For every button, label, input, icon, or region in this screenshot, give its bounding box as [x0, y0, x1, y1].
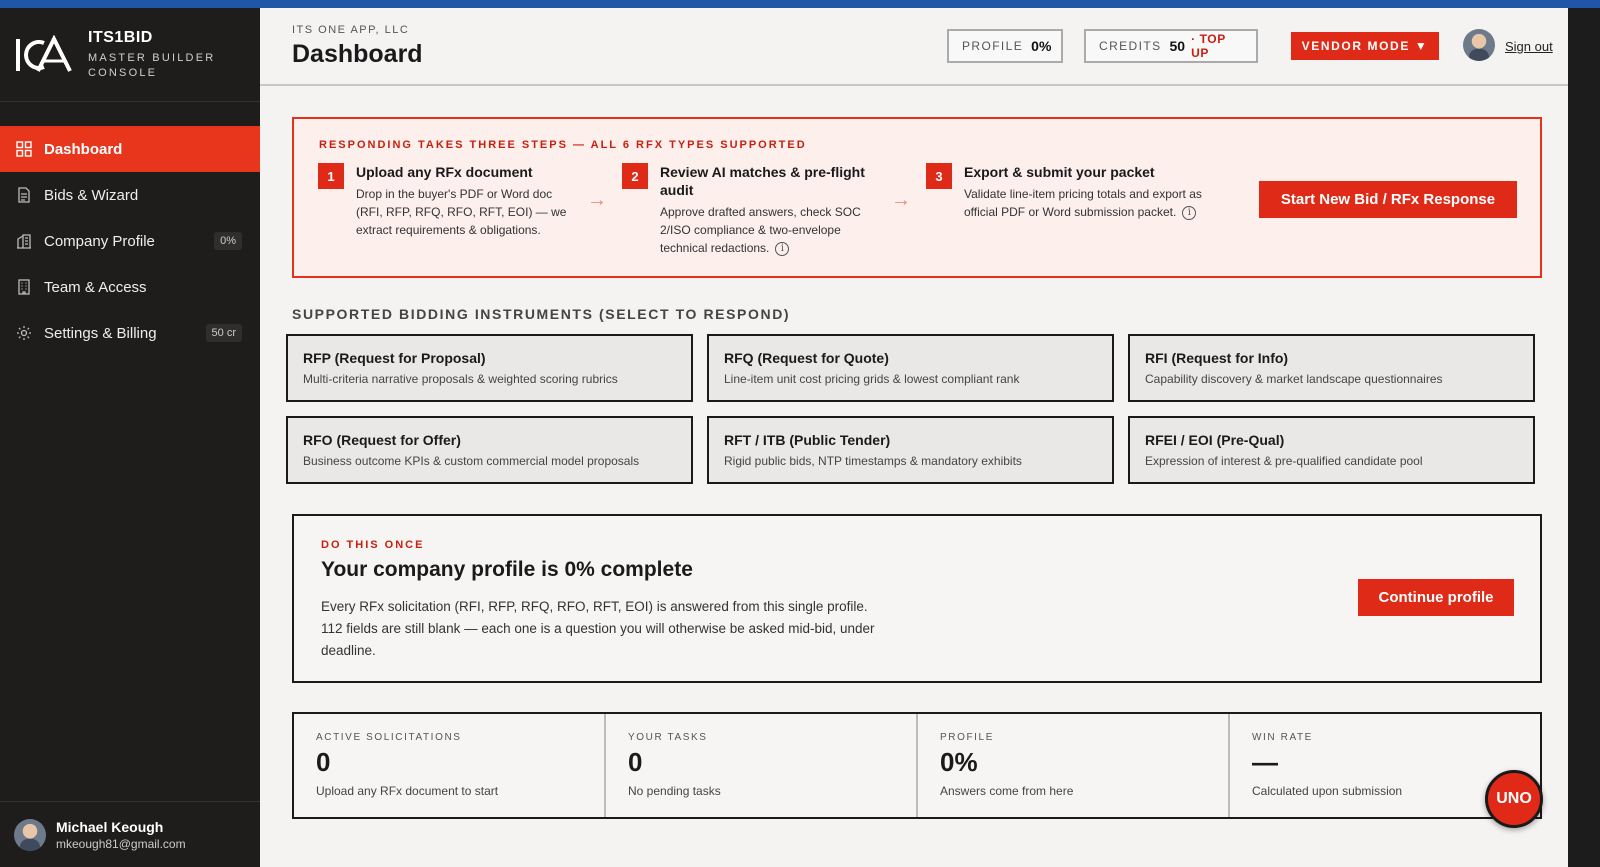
- sign-out-link[interactable]: Sign out: [1505, 39, 1553, 54]
- building-icon: [15, 232, 33, 250]
- gear-icon: [15, 324, 33, 342]
- header-avatar[interactable]: [1463, 29, 1495, 61]
- stat-label: PROFILE: [940, 732, 994, 743]
- sidebar-item-label: Bids & Wizard: [44, 186, 139, 204]
- step-3: [926, 163, 1216, 221]
- card-title: RFO (Request for Offer): [303, 432, 461, 448]
- step-number: 2: [622, 163, 648, 189]
- stat-note: Upload any RFx document to start: [316, 784, 499, 798]
- arrow-right-icon: →: [891, 189, 911, 211]
- card-title: RFI (Request for Info): [1145, 350, 1289, 366]
- uno-assistant-button[interactable]: UNO: [1485, 770, 1543, 828]
- stat-profile: [918, 714, 1230, 817]
- step-description-wrap: [964, 185, 1216, 221]
- instrument-card-rfo[interactable]: [286, 416, 693, 484]
- stat-label: ACTIVE SOLICITATIONS: [316, 732, 462, 743]
- profile-description: Every RFx solicitation (RFI, RFP, RFQ, RFO, RFT, EOI) is answered from this single profile. 112 fields are still blank — each one is a question you will otherwise be asked mid-bid, under deadline.: [321, 599, 875, 658]
- card-title: RFP (Request for Proposal): [303, 350, 486, 366]
- stat-note: No pending tasks: [628, 784, 721, 798]
- profile-pill-label: PROFILE: [962, 39, 1024, 53]
- step-title: Export & submit your packet: [964, 164, 1155, 180]
- sidebar-item-settings-billing[interactable]: [0, 310, 260, 356]
- step-number: 1: [318, 163, 344, 189]
- sidebar-item-company-profile[interactable]: [0, 218, 260, 264]
- card-description: Business outcome KPIs & custom commercial model proposals: [303, 454, 640, 468]
- ica-logo-icon: [14, 35, 74, 75]
- grid-icon: [15, 140, 33, 158]
- credits-badge: 50 cr: [206, 324, 242, 342]
- stat-value: 0%: [940, 747, 978, 777]
- profile-pill[interactable]: [947, 29, 1063, 63]
- vendor-mode-dropdown[interactable]: VENDOR MODE ▼: [1291, 32, 1439, 60]
- step-description: Drop in the buyer's PDF or Word doc (RFI, RFP, RFQ, RFO, RFT, EOI) — we extract requirements & obligations.: [356, 187, 567, 237]
- step-description: Approve drafted answers, check SOC 2/ISO compliance & two-envelope technical redactions.: [660, 205, 861, 255]
- step-1: [318, 163, 568, 239]
- profile-pill-value: 0%: [1031, 38, 1052, 54]
- avatar: [14, 819, 46, 851]
- step-description: Validate line-item pricing totals and export as official PDF or Word submission packet.: [964, 187, 1202, 219]
- main-content: [260, 8, 1568, 867]
- instrument-card-rfq[interactable]: [707, 334, 1114, 402]
- card-title: RFQ (Request for Quote): [724, 350, 889, 366]
- user-name: Michael Keough: [56, 818, 164, 835]
- stat-note: Answers come from here: [940, 784, 1074, 798]
- stats-row: [292, 712, 1542, 819]
- instruments-title: SUPPORTED BIDDING INSTRUMENTS (SELECT TO RESPOND): [292, 306, 791, 322]
- sidebar-item-label: Settings & Billing: [44, 324, 157, 342]
- sidebar-user[interactable]: [0, 801, 260, 867]
- sidebar-item-label: Team & Access: [44, 278, 147, 296]
- continue-profile-button[interactable]: Continue profile: [1358, 579, 1514, 616]
- brand-subtitle: MASTER BUILDER CONSOLE: [88, 51, 216, 79]
- instrument-card-rft[interactable]: [707, 416, 1114, 484]
- stat-your-tasks: [606, 714, 918, 817]
- card-description: Line-item unit cost pricing grids & lowest compliant rank: [724, 372, 1020, 386]
- stat-value: —: [1252, 747, 1278, 777]
- profile-title: Your company profile is 0% complete: [321, 558, 693, 581]
- start-new-bid-button[interactable]: Start New Bid / RFx Response: [1259, 181, 1517, 218]
- sidebar-item-bids-wizard[interactable]: [0, 172, 260, 218]
- card-title: RFT / ITB (Public Tender): [724, 432, 891, 448]
- instrument-card-rfi[interactable]: [1128, 334, 1535, 402]
- card-description: Multi-criteria narrative proposals & weighted scoring rubrics: [303, 372, 618, 386]
- card-description: Rigid public bids, NTP timestamps & mandatory exhibits: [724, 454, 1022, 468]
- window-top-strip: [0, 0, 1600, 8]
- sidebar: [0, 8, 260, 867]
- company-name: ITS ONE APP, LLC: [292, 24, 410, 36]
- instrument-card-rfp[interactable]: [286, 334, 693, 402]
- card-description: Expression of interest & pre-qualified candidate pool: [1145, 454, 1423, 468]
- page-title: Dashboard: [292, 40, 423, 68]
- step-description-wrap: [660, 203, 872, 257]
- sidebar-item-label: Dashboard: [44, 140, 123, 158]
- user-info: [56, 819, 186, 851]
- sidebar-nav: [0, 126, 260, 356]
- card-title: RFEI / EOI (Pre-Qual): [1145, 432, 1285, 448]
- steps-heading: RESPONDING TAKES THREE STEPS — ALL 6 RFX TYPES SUPPORTED: [319, 139, 807, 151]
- credits-pill-value: 50: [1169, 38, 1186, 54]
- brand-text: [88, 29, 218, 81]
- card-description: Capability discovery & market landscape questionnaires: [1145, 372, 1443, 386]
- stat-label: WIN RATE: [1252, 732, 1313, 743]
- stat-label: YOUR TASKS: [628, 732, 708, 743]
- instrument-card-rfei[interactable]: [1128, 416, 1535, 484]
- office-icon: [15, 278, 33, 296]
- profile-completion-panel: [292, 514, 1542, 683]
- stat-value: 0: [628, 747, 643, 777]
- stat-value: 0: [316, 747, 331, 777]
- sidebar-item-label: Company Profile: [44, 232, 155, 250]
- step-2: [622, 163, 872, 257]
- profile-eyebrow: DO THIS ONCE: [321, 539, 425, 551]
- sidebar-item-dashboard[interactable]: [0, 126, 260, 172]
- profile-percent-badge: 0%: [214, 232, 242, 250]
- stat-active-solicitations: [294, 714, 606, 817]
- page-header: [260, 8, 1568, 86]
- window-right-edge: [1568, 8, 1600, 867]
- brand-header: [0, 8, 260, 102]
- step-number: 3: [926, 163, 952, 189]
- arrow-right-icon: →: [587, 189, 607, 211]
- stat-note: Calculated upon submission: [1252, 784, 1403, 798]
- step-title: Review AI matches & pre-flight audit: [660, 164, 865, 198]
- credits-pill-label: CREDITS: [1099, 39, 1162, 53]
- credits-pill: [1084, 29, 1258, 63]
- step-title: Upload any RFx document: [356, 164, 533, 180]
- brand-title: ITS1BID: [88, 28, 153, 46]
- user-email: mkeough81@gmail.com: [56, 836, 186, 851]
- top-up-link[interactable]: · TOP UP: [1191, 32, 1226, 60]
- document-icon: [15, 186, 33, 204]
- steps-banner: [292, 117, 1542, 278]
- info-icon[interactable]: i: [775, 242, 789, 256]
- sidebar-item-team-access[interactable]: [0, 264, 260, 310]
- info-icon[interactable]: i: [1182, 206, 1196, 220]
